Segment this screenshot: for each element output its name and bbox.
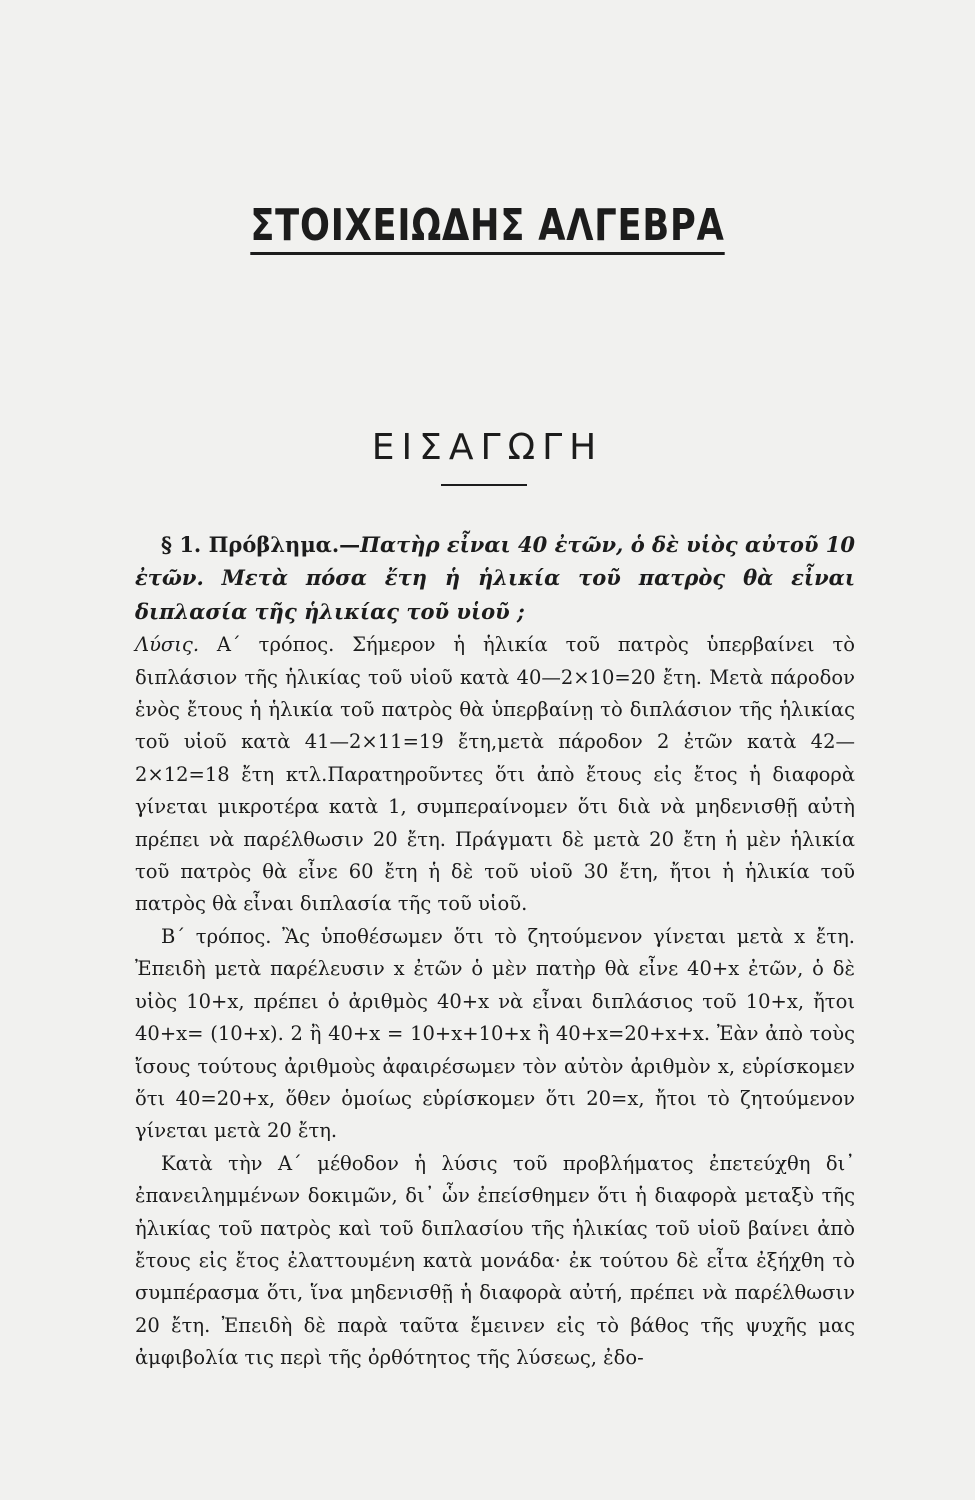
section-title: ΕΙΣΑΓΩΓΗ (371, 427, 604, 468)
problem-paragraph (135, 529, 855, 629)
problem-statement: Πατὴρ εἶναι 40 ἐτῶν, ὁ δὲ υἱὸς αὐτοῦ 10 ἐτῶν. Μετὰ πόσα ἔτη ἡ ἡλικία τοῦ πατρὸς θὰ εἶναι διπλασία τῆς ἡλικίας τοῦ υἱοῦ ; (135, 532, 855, 624)
solution-a-paragraph (135, 629, 855, 921)
book-title-text: ΣΤΟΙΧΕΙΩΔΗΣ ΑΛΓΕΒΡΑ (250, 200, 724, 255)
problem (135, 532, 855, 624)
book-title (98, 196, 878, 256)
solution-method-a: Α΄ τρόπος. Σήμερον ἡ ἡλικία τοῦ πατρὸς ὑπερβαίνει τὸ διπλάσιον τῆς ἡλικίας τοῦ υἱοῦ κατὰ 40—2×10=20 ἔτη. Μετὰ πάροδον ἑνὸς ἔτους ἡ ἡλικία τοῦ πατρὸς θὰ ὑπερβαίνῃ τὸ διπλάσιον τῆς ἡλικίας τοῦ υἱοῦ κατὰ 41—2×11=19 ἔτη,μετὰ πάροδον 2 ἐτῶν κατὰ 42—2×12=18 ἔτη κτλ.Παρατηροῦντες ὅτι ἀπὸ ἔτους εἰς ἔτος ἡ διαφορὰ γίνεται μικροτέρα κατὰ 1, συμπεραίνομεν ὅτι διὰ νὰ μηδενισθῇ αὐτὴ πρέπει νὰ παρέλθωσιν 20 ἔτη. Πράγματι δὲ μετὰ 20 ἔτη ἡ μὲν ἡλικία τοῦ πατρὸς θὰ εἶνε 60 ἔτη ἡ δὲ τοῦ υἱοῦ 30 ἔτη, ἤτοι ἡ ἡλικία τοῦ πατρὸς θὰ εἶναι διπλασία τῆς τοῦ υἱοῦ. (135, 633, 856, 916)
body-text (135, 529, 855, 1375)
discussion-paragraph: Κατὰ τὴν Α΄ μέθοδον ἡ λύσις τοῦ προβλήματος ἐπετεύχθη δι᾽ ἐπανειλημμένων δοκιμῶν, δι᾽ ὧν ἐπείσθημεν ὅτι ἡ διαφορὰ μεταξὺ τῆς ἡλικίας τοῦ πατρὸς καὶ τοῦ διπλασίου τῆς ἡλικίας τοῦ υἱοῦ βαίνει ἀπὸ ἔτους εἰς ἔτος ἐλαττουμένη κατὰ μονάδα· ἐκ τούτου δὲ εἶτα ἐξήχθη τὸ συμπέρασμα ὅτι, ἵνα μηδενισθῇ ἡ διαφορὰ αὐτή, πρέπει νὰ παρέλθωσιν 20 ἔτη. Ἐπειδὴ δὲ παρὰ ταῦτα ἔμεινεν εἰς τὸ βάθος τῆς ψυχῆς μας ἀμφιβολία τις περὶ τῆς ὀρθότητος τῆς λύσεως, ἐδο- (135, 1151, 855, 1370)
solution-label: Λύσις. (135, 633, 200, 657)
title-rule (441, 484, 527, 486)
problem-number: § 1. Πρόβλημα.— (161, 532, 361, 557)
solution-b-paragraph: Β΄ τρόπος. Ἂς ὑποθέσωμεν ὅτι τὸ ζητούμενον γίνεται μετὰ x ἔτη. Ἐπειδὴ μετὰ παρέλευσιν x ἐτῶν ὁ μὲν πατὴρ θὰ εἶνε 40+x ἐτῶν, ὁ δὲ υἱὸς 10+x, πρέπει ὁ ἀριθμὸς 40+x νὰ εἶναι διπλάσιος τοῦ 10+x, ἤτοι 40+x= (10+x). 2 ἢ 40+x = 10+x+10+x ἢ 40+x=20+x+x. Ἐὰν ἀπὸ τοὺς ἴσους τούτους ἀριθμοὺς ἀφαιρέσωμεν τὸν αὐτὸν ἀριθμὸν x, εὑρίσκομεν ὅτι 40=20+x, ὅθεν ὁμοίως εὑρίσκομεν ὅτι 20=x, ἤτοι τὸ ζητούμενον γίνεται μετὰ 20 ἔτη. (135, 924, 855, 1143)
